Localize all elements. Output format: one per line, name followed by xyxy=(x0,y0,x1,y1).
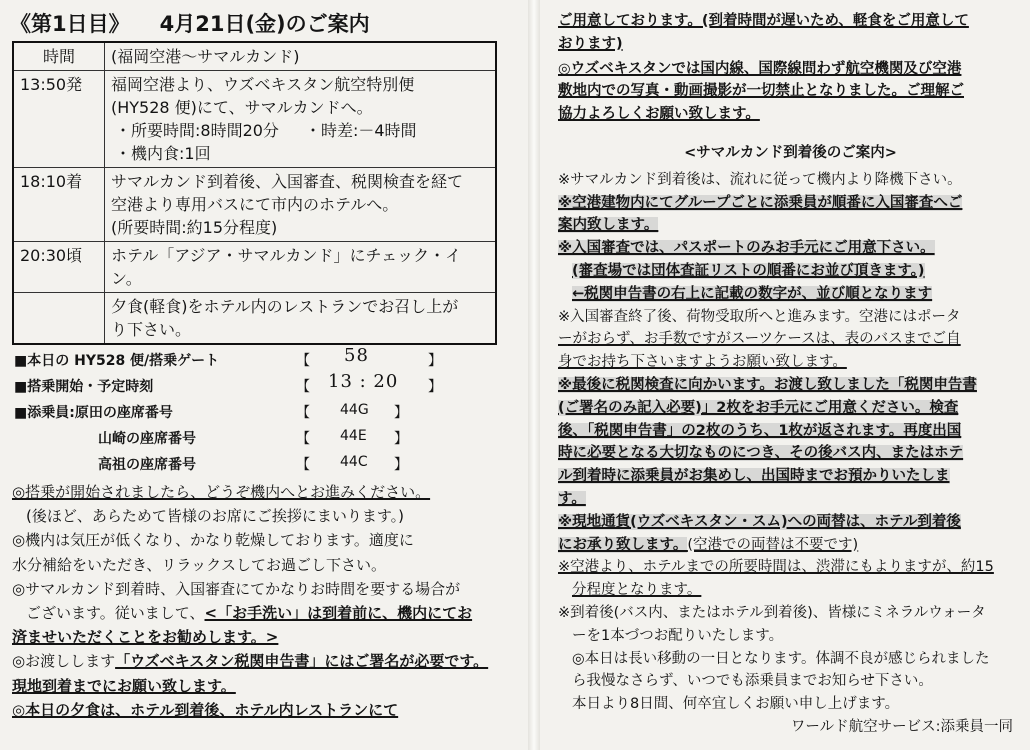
customs-note: ◎お渡しします xyxy=(12,652,116,671)
customs-note: ル到着時に添乗員がお集めし、出国時までお預かりいたしま xyxy=(558,468,950,485)
seat-label: 山崎の座席番号 xyxy=(98,431,196,447)
boarding-note: ◎搭乗が開始されましたら、どうぞ機内へとお進みください。 xyxy=(12,483,431,501)
seat-label: 高祖の座席番号 xyxy=(98,457,196,473)
signature: ワールド航空サービス:添乗員一同 xyxy=(790,718,1013,735)
customs-note-emphasis: 現地到着までにお願い致します。 xyxy=(12,676,236,695)
boarding-row xyxy=(14,373,514,399)
header-time: 時間 xyxy=(13,42,105,71)
water-note: ※到着後(バス内、またはホテル到着後)、皆様にミネラルウォータ xyxy=(558,604,986,621)
arrival-heading: <サマルカンド到着後のご案内> xyxy=(684,144,897,161)
arrival-note: ※サマルカンド到着後は、流れに従って機内より降機下さい。 xyxy=(558,171,962,188)
currency-note: (空港での両替は不要です) xyxy=(687,536,859,553)
arrival-note: 案内致します。 xyxy=(558,217,659,234)
bracket-open: 【 xyxy=(296,353,310,369)
table-row xyxy=(13,168,496,242)
seat-row xyxy=(14,425,514,451)
cabin-note: 水分補給をいただき、リラックスしてお過ごし下さい。 xyxy=(12,555,386,574)
closing-note: ら我慢なさらず、いつでも添乗員までお知らせ下さい。 xyxy=(572,673,933,690)
left-notes xyxy=(12,480,517,722)
seat-row xyxy=(14,451,514,477)
bracket-close: 】 xyxy=(428,379,442,395)
row-time: 18:10着 xyxy=(13,168,105,242)
customs-note: (ご署名のみ記入必要)」2枚をお手元にご用意ください。検査 xyxy=(558,399,959,416)
row-detail xyxy=(105,168,497,242)
transfer-note: 分程度となります。 xyxy=(572,582,702,599)
row-detail xyxy=(105,242,497,293)
bracket-close: 】 xyxy=(394,457,408,473)
row-detail xyxy=(105,71,497,168)
bracket-close: 】 xyxy=(394,405,408,421)
dinner-note-cont: おります) xyxy=(558,35,623,52)
boarding-label: ■搭乗開始・予定時刻 xyxy=(14,379,154,395)
dinner-note: ◎本日の夕食は、ホテル到着後、ホテル内レストランにて xyxy=(12,700,399,719)
closing-note: ◎本日は長い移動の一日となります。体調不良が感じられました xyxy=(572,650,990,667)
page-fold xyxy=(528,0,540,750)
day-label: 《第1日目》 xyxy=(10,12,130,36)
duration-text: ・所要時間:8時間20分 xyxy=(115,121,279,140)
customs-note: 後、「税関申告書」の2枚のうち、1枚が返されます。再度出国 xyxy=(558,422,962,439)
gate-value: 58 xyxy=(344,345,369,366)
dinner-note-cont: ご用意しております。(到着時間が遅いため、軽食をご用意して xyxy=(558,13,969,29)
photo-ban-note: 敷地内での写真・動画撮影が一切禁止となりました。ご理解ご xyxy=(558,83,964,100)
table-header xyxy=(13,42,496,71)
row-line: 福岡空港より、ウズベキスタン航空特別便 xyxy=(111,75,415,94)
header-route: (福岡空港～サマルカンド) xyxy=(105,42,497,71)
customs-note: 時に必要となる大切なものにつき、その後バス内、またはホテ xyxy=(558,445,964,462)
meal-text: ・機内食:1回 xyxy=(115,144,211,163)
seat-label: ■添乗員:原田の座席番号 xyxy=(14,405,173,421)
schedule-table xyxy=(12,41,497,345)
closing-note: 本日より8日間、何卒宜しくお願い申し上げます。 xyxy=(572,696,900,713)
row-line: 夕食(軽食)をホテル内のレストランでお召し上が xyxy=(111,297,459,316)
gate-info xyxy=(14,347,514,477)
gate-label: ■本日の HY528 便/搭乗ゲート xyxy=(14,353,220,369)
seat-number: 44G xyxy=(340,402,369,418)
greeting-note: (後ほど、あらためて皆様のお席にご挨拶にまいります。) xyxy=(26,507,405,526)
row-line: (所要時間:約15分程度) xyxy=(111,218,278,237)
row-line: り下さい。 xyxy=(111,320,192,339)
gate-row xyxy=(14,347,514,373)
row-time: 13:50発 xyxy=(13,71,105,168)
table-row xyxy=(13,71,496,168)
seat-number: 44E xyxy=(340,428,367,444)
seat-number: 44C xyxy=(340,454,368,470)
bracket-open: 【 xyxy=(296,379,310,395)
boarding-value: 13 : 20 xyxy=(328,371,399,392)
row-line: サマルカンド到着後、入国審査、税関検査を経て xyxy=(111,172,464,191)
passport-note: ←税関申告書の右上に記載の数字が、並び順となります xyxy=(572,285,933,302)
bracket-close: 】 xyxy=(394,431,408,447)
table-row xyxy=(13,242,496,293)
immigration-note: ◎サマルカンド到着時、入国審査にてかなりお時間を要する場合が xyxy=(12,579,461,598)
row-time xyxy=(13,293,105,345)
restroom-note: <「お手洗い」は到着前に、機内にてお xyxy=(204,604,473,623)
restroom-note: 済ませいただくことをお勧めします。> xyxy=(12,628,279,647)
passport-note: ※入国審査では、パスポートのみお手元にご用意下さい。 xyxy=(558,240,935,257)
bracket-open: 【 xyxy=(296,405,310,421)
transfer-note: ※空港より、ホテルまでの所要時間は、渋滞にもよりますが、約15 xyxy=(558,559,994,576)
seat-row xyxy=(14,399,514,425)
cabin-note: ◎機内は気圧が低くなり、かなり乾燥しております。適度に xyxy=(12,531,414,550)
customs-note: ※最後に税関検査に向かいます。お渡し致しました「税関申告書 xyxy=(558,376,977,393)
baggage-note: ーがおらず、お手数ですがスーツケースは、表のバスまでご自 xyxy=(558,331,961,348)
water-note: ーを1本づつお配りいたします。 xyxy=(572,627,784,644)
photo-ban-note: 協力よろしくお願い致します。 xyxy=(558,106,760,123)
passport-note: (審査場では団体査証リストの順番にお並び頂きます。) xyxy=(572,262,925,279)
right-notes xyxy=(558,10,1023,739)
arrival-note: ※空港建物内にてグループごとに添乗員が順番に入国審査へご xyxy=(558,194,963,211)
bracket-open: 【 xyxy=(296,431,310,447)
row-line: (HY528 便)にて、サマルカンドへ。 xyxy=(111,98,373,117)
right-page xyxy=(540,0,1030,750)
currency-note: にお承り致します。 xyxy=(558,536,688,553)
timediff-text: ・時差:－4時間 xyxy=(304,121,417,140)
bracket-open: 【 xyxy=(296,457,310,473)
table-row xyxy=(13,293,496,345)
date-label: 4月21日(金)のご案内 xyxy=(159,12,370,36)
bracket-close: 】 xyxy=(428,353,442,369)
currency-note: ※現地通貨(ウズベキスタン・スム)への両替は、ホテル到着後 xyxy=(558,513,961,530)
row-line: 空港より専用バスにて市内のホテルへ。 xyxy=(111,195,399,214)
row-duration-line xyxy=(111,119,489,142)
row-line: ホテル「アジア・サマルカンド」にチェック・イン。 xyxy=(111,246,462,288)
row-time: 20:30頃 xyxy=(13,242,105,293)
photo-ban-note: ◎ウズベキスタンでは国内線、国際線問わず航空機関及び空港 xyxy=(558,60,962,77)
customs-note: す。 xyxy=(558,490,586,507)
baggage-note: ※入国審査終了後、荷物受取所へと進みます。空港にはポータ xyxy=(558,308,961,325)
immigration-note: ございます。従いまして、 xyxy=(26,604,205,623)
customs-note-emphasis: 「ウズベキスタン税関申告書」にはご署名が必要です。 xyxy=(115,652,489,671)
row-detail xyxy=(105,293,497,345)
baggage-note: 身でお持ち下さいますようお願い致します。 xyxy=(558,354,847,371)
page-title xyxy=(10,8,370,38)
